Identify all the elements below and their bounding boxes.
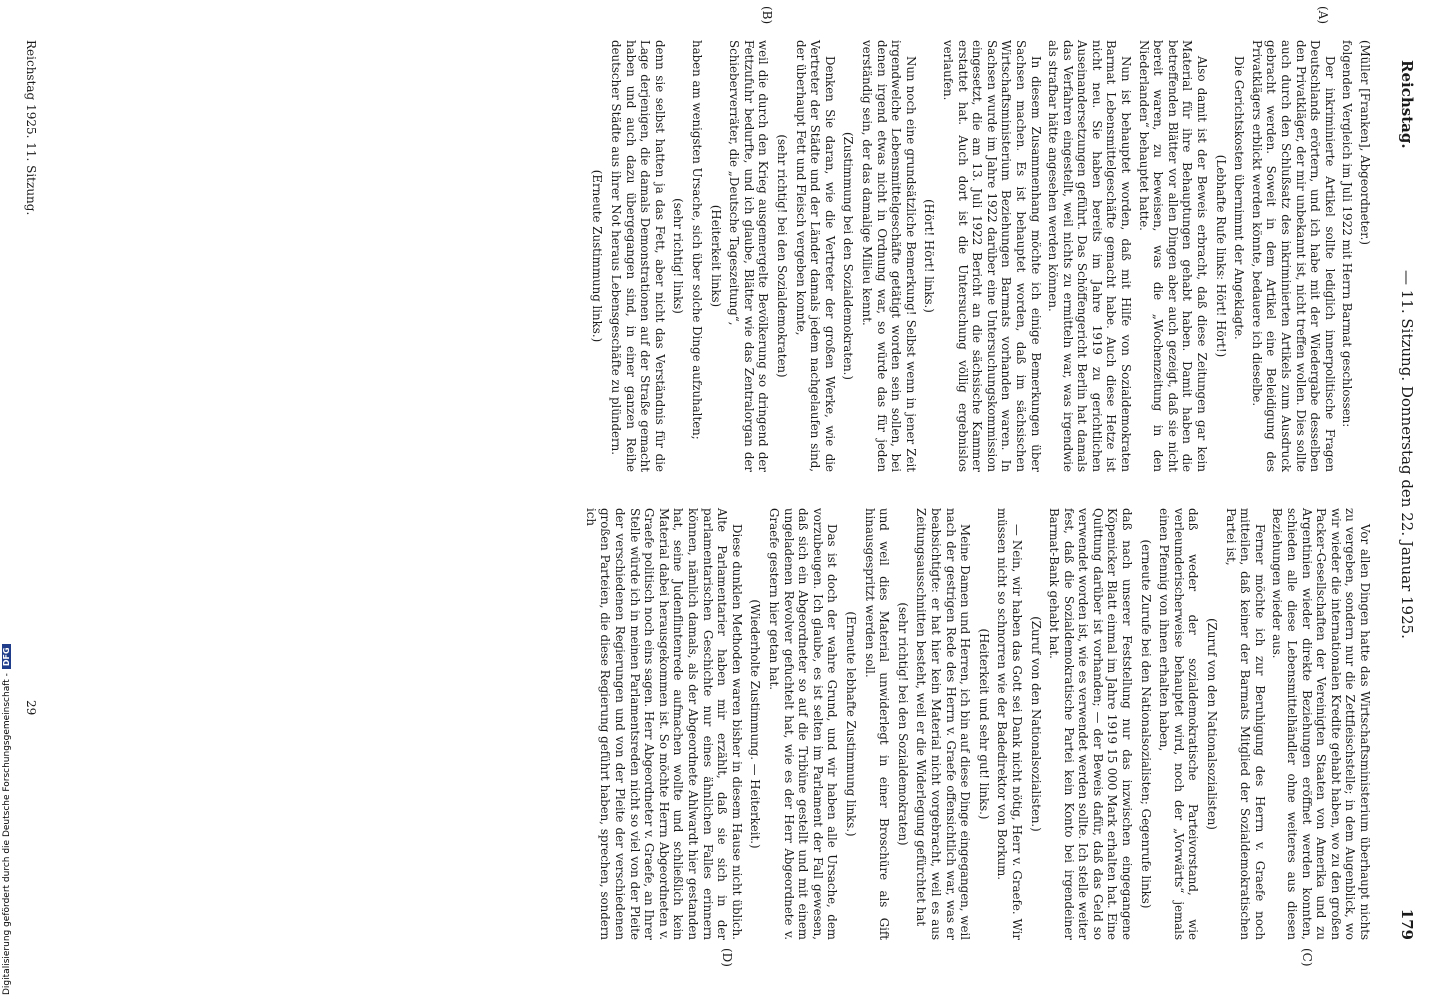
- paragraph: (Müller [Franken], Abgeordneter.): [1358, 40, 1372, 245]
- interjection: (Zustimmung bei den Sozialdemokraten.): [841, 131, 856, 381]
- paragraph: In diesem Zusammenhang möchte ich einige Bemerkungen über Sachsen machen. Es ist behauptet worden, daß im sächsischen Wirtschaftsministerium Beziehungen Barmats vorhanden waren. In Sachsen wurde im Jahre 1922 darüber eine Untersuchungskommission eingesetzt, die am 13. Juli 1922 Bericht an die sächsische Kammer erstattet hat. Auch dort ist die Untersuchung völlig ergebnislos verlaufen.: [940, 40, 1043, 472]
- paragraph: haben am wenigsten Ursache, sich über solche Dinge aufzuhalten;: [690, 40, 705, 440]
- digitization-notice: [2, 644, 12, 995]
- margin-mark-b: (B): [760, 6, 774, 25]
- paragraph: und weil dies Material unwiderlegt in einer Broschüre als Gift hinausgespritzt werden soll.: [862, 508, 892, 940]
- paragraph: Der inkriminierte Artikel sollte lediglich innerpolitische Fragen Deutschlands erörtern, und ich habe mit der Wiedergabe desselben den Privatkläger, der mir unbekannt ist, nicht treffen wollen. Dies sollte auch durch den Schlußsatz des inkriminierten Artikels zum Ausdruck gebracht werden. Soweit in dem Artikel eine Beleidigung des Privatklägers erblickt werden könnte, bedauere ich dieselbe.: [1249, 40, 1337, 472]
- paragraph: Denken Sie daran, wie die Vertreter der großen Werke, wie die Vertreter der Städte und der Länder damals jedem nachgelaufen sind, der überhaupt Fett und Fleisch vergeben konnte,: [793, 40, 837, 472]
- header-page-number: 179: [1398, 908, 1416, 940]
- paragraph: Vor allen Dingen hatte das Wirtschaftsministerium überhaupt nichts zu vergeben, sondern nur die Zettfleischstelle; in dem Augenblick, wo wir wieder die internationalen Kredite gehabt haben, wo zu den großen Packer-Gesellschaften der Vereinigten Staaten von Amerika und zu Argentinien wieder direkte Beziehungen eröffnet werden konnten, schieden alle diese Lebensmittelhändler ohne weiteres aus diesen Beziehungen wieder aus.: [1270, 508, 1372, 940]
- paragraph: Diese dunklen Methoden waren bisher in diesem Hause nicht üblich. Alte Parlamentarier haben mir erzählt, daß sie sich in der parlamentarischen Geschichte nur eines ähnlichen Falles erinnern können, nämlich damals, als der Abgeordnete Ahlwardt hier gestanden hat, seine Judenflintenrede aufmachen wollte und schließlich kein Material dabei herausgekommen ist. So möchte Herrn Abgeordneten v. Graefe politisch noch eins sagen. Herr Abgeordneter v. Graefe, an Ihrer Stelle würde ich in meinen Parlamentsreden nicht so viel von der Pleite der verschiedenen Regierungen und von der Pleite der verschiedenen großen Parteien, die diese Regierung geführt haben, sprechen, sondern ich: [583, 508, 744, 940]
- paragraph: Nun ist behauptet worden, daß mit Hilfe von Sozialdemokraten Barmat Lebensmittelgeschäfte gemacht habe. Auch diese Hetze ist nicht neu. Sie haben bereits im Jahre 1919 zu gerichtlichen Auseinandersetzungen geführt. Das Schöffengericht Berlin hat damals das Verfahren eingestellt, weil nichts zu ermitteln war, was irgendwie als strafbar hätte angesehen werden können.: [1046, 40, 1134, 472]
- paragraph: daß nach unserer Feststellung nur das inzwischen eingegangene Köpenicker Blatt einmal im Jahre 1919 15 000 Mark erhalten hat. Eine Quittung darüber ist vorhanden; — der Beweis dafür, daß das Geld so verwendet worden ist, wie es verwendet werden sollte. Ich stelle weiter fest, daß die Sozialdemokratische Partei kein Konto bei irgendeiner Barmat-Bank gehabt hat.: [1047, 508, 1135, 940]
- paragraph: Das ist doch der wahre Grund, und wir haben alle Ursache, dem vorzubeugen. Ich glaube, es ist selten im Parlament der Fall gewesen, daß sich ein Abgeordneter so auf die Tribüne gestellt und mit einem ungeladenen Revolver gefuchtelt hat, wie es der Herr Abgeordnete v. Graefe gestern hier getan hat.: [767, 508, 840, 940]
- interjection: (Erneute lebhafte Zustimmung links.): [844, 611, 858, 837]
- interjection: (Zuruf von den Nationalsozialisten): [1205, 618, 1220, 830]
- page-header: [1394, 60, 1416, 940]
- interjection: (Heiterkeit und sehr gut! links.): [976, 628, 991, 820]
- interjection: (Wiederholte Zustimmung. — Heiterkeit.): [748, 599, 763, 849]
- paragraph: Die Gerichtskosten übernimmt der Angeklagte.: [1232, 56, 1247, 340]
- paragraph: Nun noch eine grundsätzliche Bemerkung! Selbst wenn in jener Zeit irgendwelche Lebensmittelgeschäfte getätigt worden sein sollen, bei denen irgend etwas nicht in Ordnung war, so würde das für jeden verständig sein, der das damalige Milieu kennt.: [860, 40, 918, 472]
- interjection: (Heiterkeit links): [708, 204, 723, 308]
- footer-page-number: 29: [24, 700, 38, 716]
- interjection: (sehr richtig! bei den Sozialdemokraten): [775, 134, 790, 378]
- footer-left: Reichstag 1925. 11. Sitzung.: [24, 40, 38, 216]
- paragraph: — Nein, wir haben das Gott sei Dank nicht nötig, Herr v. Graefe. Wir müssen nicht so schnorren wie der Badedirektor von Borkum.: [995, 508, 1024, 940]
- header-left: Reichstag.: [1398, 60, 1416, 149]
- paragraph: weil die durch den Krieg ausgemergelte Bevölkerung so dringend der Fettzufuhr bedurfte, und ich glaube, Blätter wie das Zentralorgan der Schieberverräter, die „Deutsche Tageszeitung“,: [727, 40, 771, 472]
- interjection: (erneute Zurufe bei den Nationalsozialisten; Gegenrufe links): [1138, 539, 1153, 909]
- digitization-text: Digitalisierung gefördert durch die Deutsche Forschungsgemeinschaft -: [2, 673, 12, 995]
- paragraph: Ferner möchte ich zur Beruhigung des Herrn v. Graefe noch mitteilen, daß keiner der Barmats Mitglied der Sozialdemokratischen Partei ist,: [1223, 508, 1267, 940]
- paragraph: denn sie selbst hatten ja das Fett, aber nicht das Verständnis für die Lage derjenigen, die damals Demonstrationen auf der Straße gemacht haben und auch dazu übergegangen sind, in einer ganzen Reihe deutscher Städte aus ihrer Not heraus Lebensgeschäfte zu plündern.: [609, 40, 667, 472]
- paragraph: Also damit ist der Beweis erbracht, daß diese Zeitungen gar kein Material für ihre Behauptungen gehabt haben. Damit haben die betreffenden Blätter vor allen Dingen aber auch gezeigt, daß sie nicht bereit waren, zu beweisen, was die „Wochenzeitung in den Niederlanden“ behauptet hatte.: [1136, 40, 1210, 472]
- header-center: — 11. Sitzung. Donnerstag den 22. Januar 1925.: [1398, 270, 1416, 639]
- interjection: (sehr richtig! bei den Sozialdemokraten): [895, 602, 910, 846]
- margin-mark-c: (C): [1300, 948, 1314, 967]
- interjection: (sehr richtig! links): [671, 198, 686, 314]
- paragraph: folgenden Vergleich im Juli 1922 mit Herrn Barmat geschlossen:: [1340, 40, 1355, 428]
- margin-mark-d: (D): [720, 948, 734, 967]
- paragraph: daß weder der sozialdemokratische Parteivorstand, wie verleumderischerweise behauptet wird, noch der „Vorwärts“ jemals einen Pfennig von ihnen erhalten haben,: [1157, 508, 1201, 940]
- right-column: [580, 508, 1372, 940]
- dfg-logo: DFG: [2, 644, 11, 669]
- interjection: (Zuruf von den Nationalsozialisten.): [1028, 616, 1043, 832]
- interjection: (Lebhafte Rufe links: Hört! Hört!): [1213, 154, 1228, 358]
- interjection: (Hört! Hört! links.): [922, 199, 937, 313]
- left-column: [586, 40, 1372, 472]
- paragraph: Meine Damen und Herren, ich bin auf diese Dinge eingegangen, weil nach der gestrigen Rede des Herrn v. Graefe offensichtlich war, was er beabsichtigte: er hat hier kein Material nicht vorgebracht, weil es aus Zeitungsausschnitten besteht, weil er die Widerlegung gefürchtet hat: [914, 508, 973, 940]
- margin-mark-a: (A): [1316, 6, 1330, 25]
- interjection: (Erneute Zustimmung links.): [590, 169, 605, 343]
